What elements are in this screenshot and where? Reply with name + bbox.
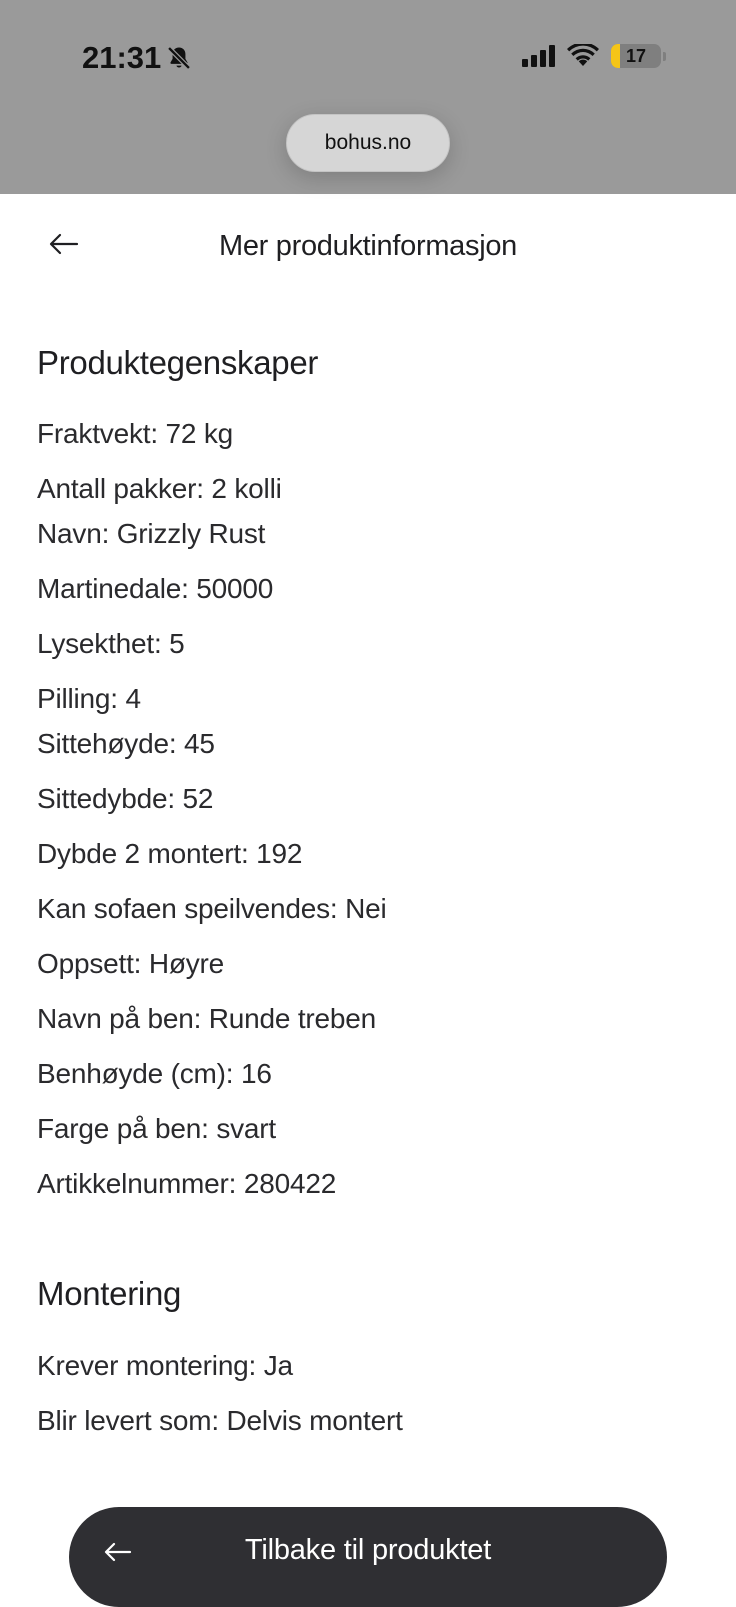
url-text: bohus.no <box>324 131 412 154</box>
section-title-montering: Montering <box>37 1275 182 1312</box>
attribute-item: Krever montering: Ja <box>37 1350 293 1381</box>
arrow-left-icon <box>49 233 79 255</box>
url-bar[interactable] <box>286 114 450 172</box>
attribute-item: Oppsett: Høyre <box>37 948 225 979</box>
back-button[interactable] <box>44 224 84 264</box>
attribute-item: Kan sofaen speilvendes: Nei <box>37 893 387 924</box>
attribute-item: Benhøyde (cm): 16 <box>37 1058 272 1089</box>
attribute-item: Martinedale: 50000 <box>37 573 274 604</box>
arrow-left-icon <box>104 1542 132 1562</box>
attribute-item: Antall pakker: 2 kolli <box>37 473 282 504</box>
cta-label: Tilbake til produktet <box>244 1533 492 1566</box>
attribute-item: Lysekthet: 5 <box>37 628 185 659</box>
battery-icon <box>611 44 661 68</box>
signal-icon <box>522 45 555 67</box>
page-title: Mer produktinformasjon <box>218 229 518 262</box>
wifi-icon <box>567 44 599 68</box>
page-header <box>0 194 736 298</box>
battery-level: 17 <box>625 45 647 66</box>
status-bar <box>0 0 736 194</box>
back-to-product-button[interactable] <box>69 1507 667 1607</box>
bell-slash-icon <box>165 44 193 72</box>
cta-arrow <box>101 1535 135 1569</box>
attribute-item: Blir levert som: Delvis montert <box>37 1405 403 1436</box>
section-title-produktegenskaper: Produktegenskaper <box>37 344 319 381</box>
attribute-item: Fraktvekt: 72 kg <box>37 418 233 449</box>
attribute-item: Artikkelnummer: 280422 <box>37 1168 337 1199</box>
attribute-item: Sittedybde: 52 <box>37 783 214 814</box>
attribute-item: Farge på ben: svart <box>37 1113 276 1144</box>
attribute-item: Navn: Grizzly Rust <box>37 518 266 549</box>
status-icons <box>522 44 666 68</box>
attribute-item: Navn på ben: Runde treben <box>37 1003 377 1034</box>
status-time-text: 21:31 <box>82 40 162 75</box>
attribute-item: Pilling: 4 <box>37 683 141 714</box>
status-time <box>82 40 193 76</box>
attribute-item: Dybde 2 montert: 192 <box>37 838 303 869</box>
battery-nub <box>663 52 666 61</box>
attribute-item: Sittehøyde: 45 <box>37 728 215 759</box>
